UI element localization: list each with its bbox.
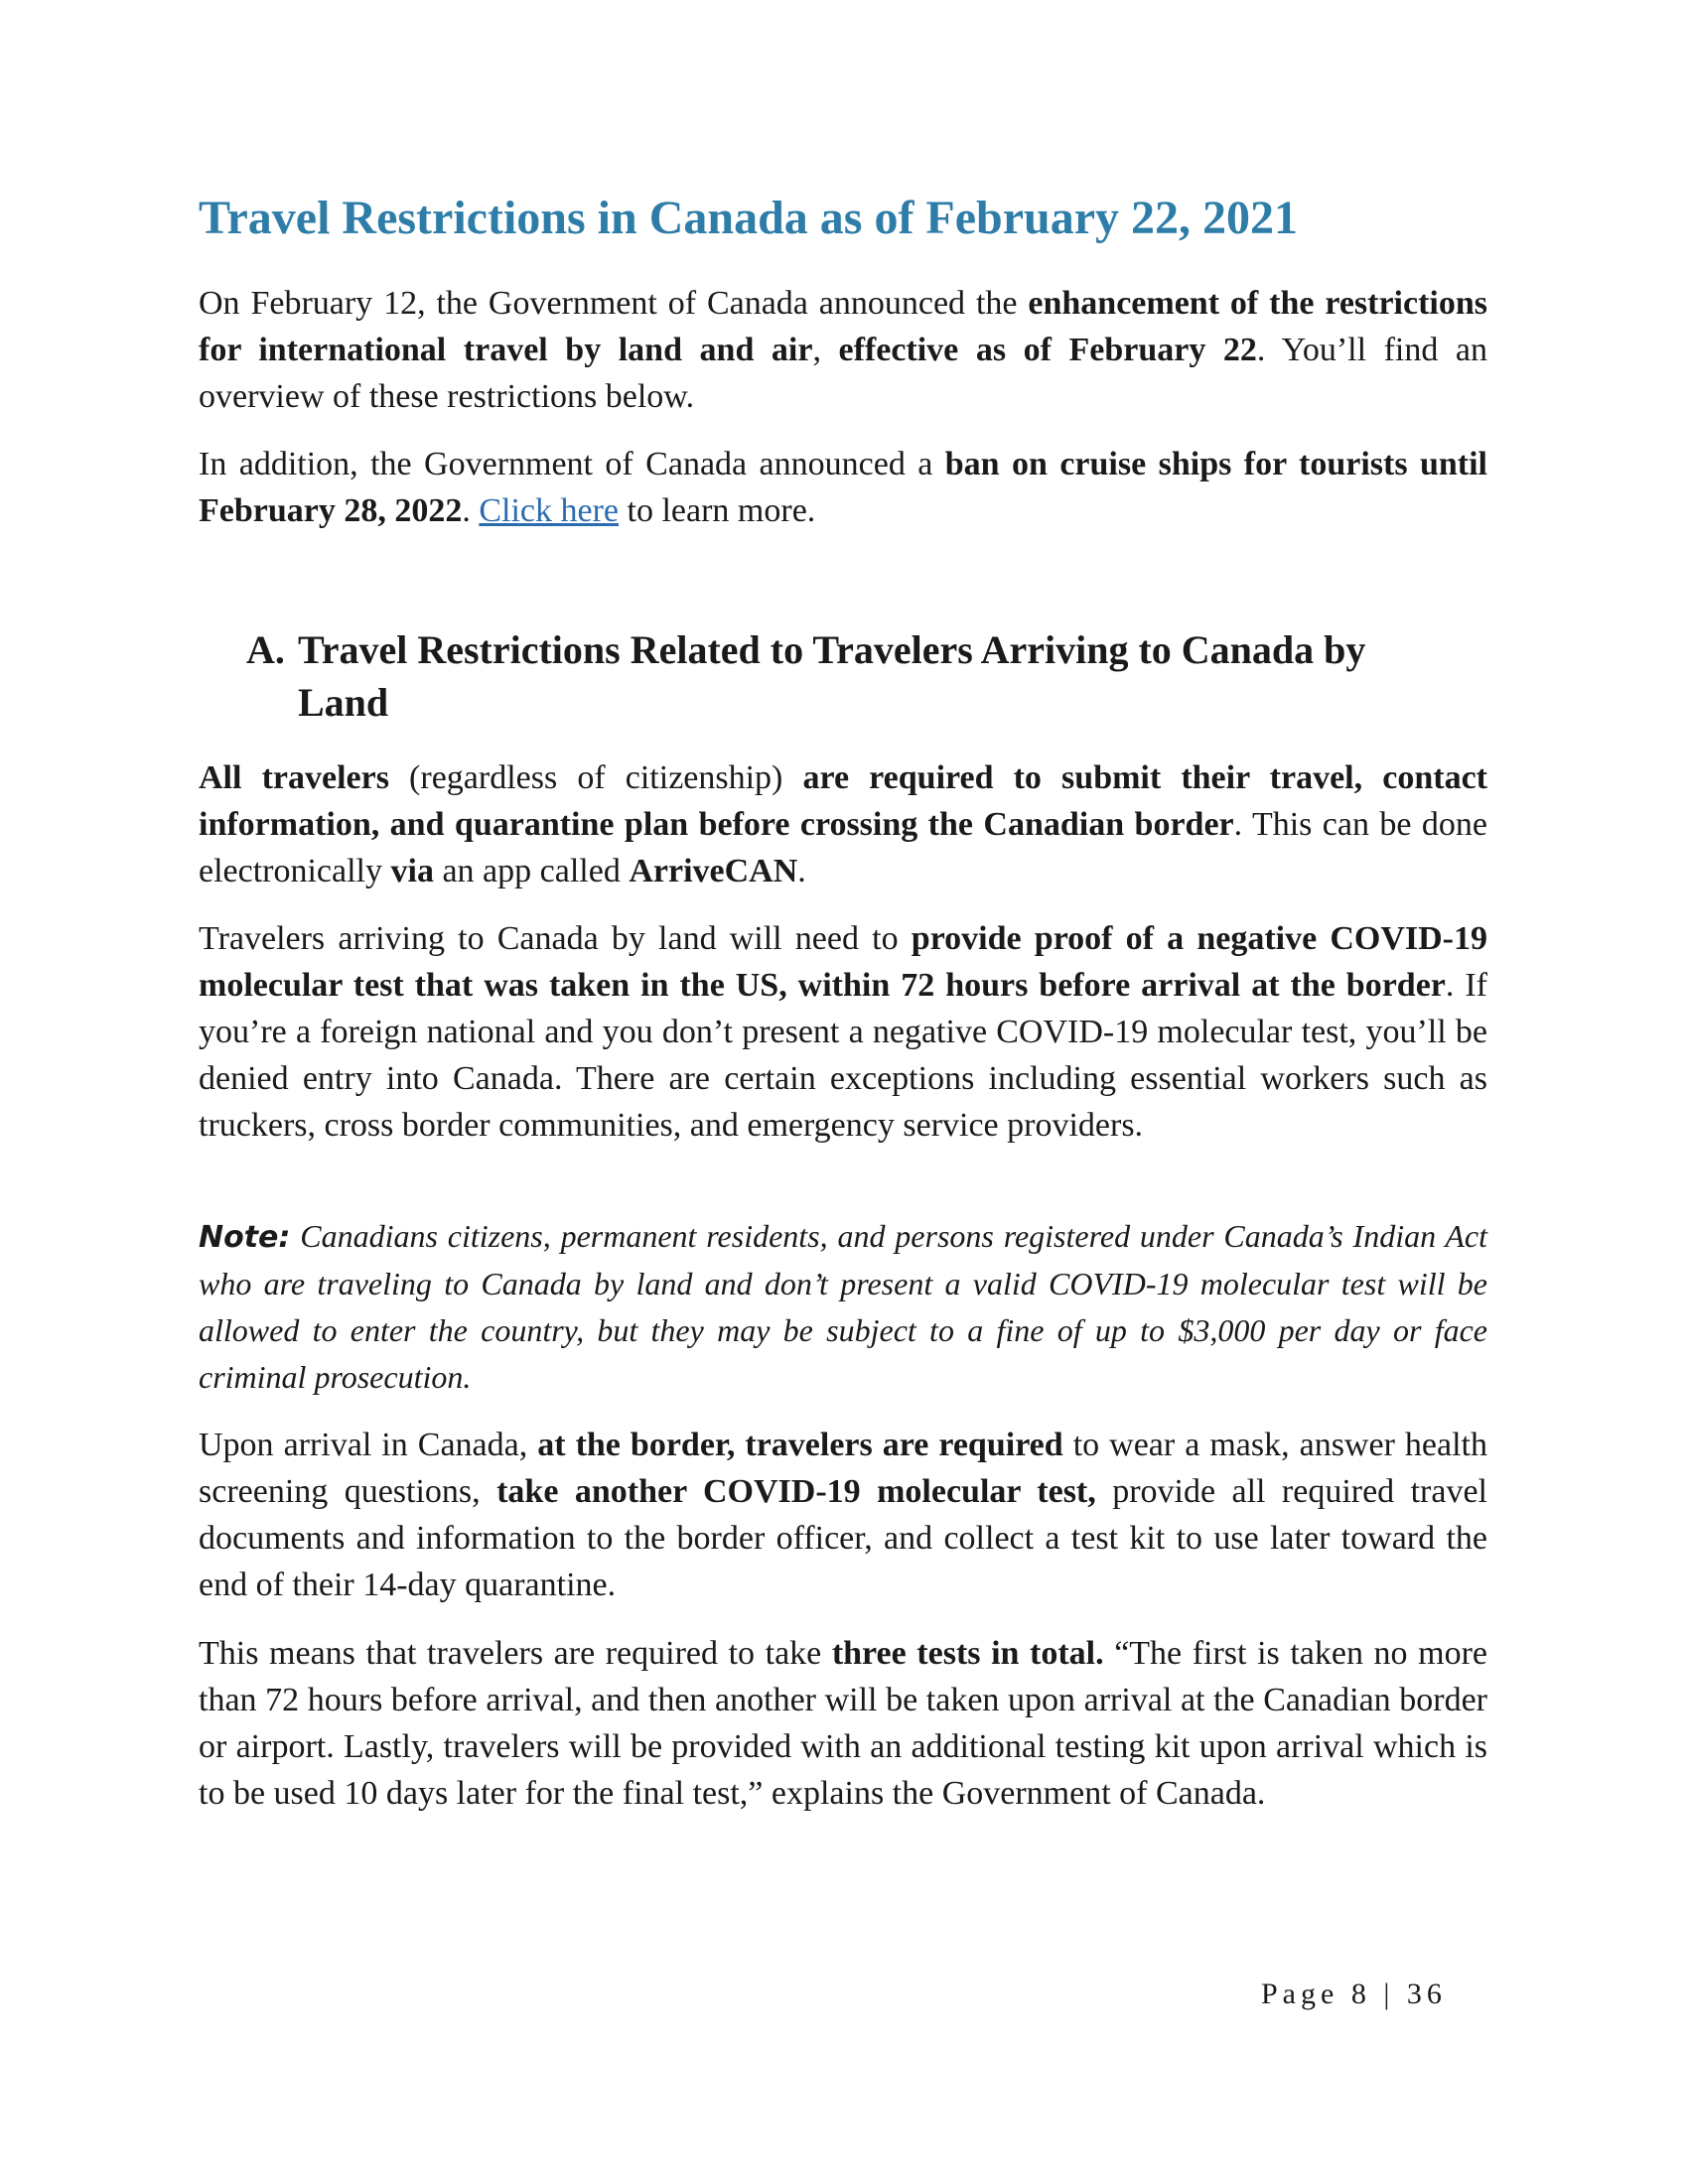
text-run: . This can be done electronically: [199, 806, 1487, 889]
text-run: On February 12, the Government of Canada announced the: [199, 285, 1029, 322]
text-run: to learn more.: [619, 492, 816, 529]
section-a-paragraph-2: [199, 915, 1487, 1149]
text-run-bold: ArriveCAN: [629, 853, 798, 889]
note-label: Note:: [199, 1220, 291, 1255]
click-here-link[interactable]: Click here: [479, 492, 620, 529]
section-a-paragraph-1: [199, 754, 1487, 894]
text-run-bold: provide proof of a negative COVID-19 molecular test that was taken in the US, within 72 hours before arrival at the border: [199, 920, 1488, 1004]
text-run: an app called: [433, 853, 630, 889]
section-a-paragraph-3: [199, 1422, 1487, 1608]
text-run-bold: are required to submit their travel, contact information, and quarantine plan before crossing the Canadian border: [199, 759, 1487, 843]
section-heading-line1: Travel Restrictions Related to Travelers Arriving to Canada by: [298, 627, 1366, 672]
text-run-bold: at the border, travelers are required: [537, 1427, 1063, 1463]
text-run: Travelers arriving to Canada by land will need to: [199, 920, 912, 957]
text-run: provide all required travel documents and information to the border officer, and collect a test kit to use later toward the end of their 14-day quarantine.: [199, 1473, 1488, 1603]
text-run-bold: effective as of February 22: [838, 332, 1257, 368]
section-heading-line2: Land: [298, 680, 389, 725]
text-run: This means that travelers are required to take: [199, 1635, 832, 1672]
text-run-bold: ban on cruise ships for tourists until February 28, 2022: [199, 446, 1488, 529]
text-run: (regardless of citizenship): [388, 759, 803, 796]
text-run-bold: take another COVID-19 molecular test,: [496, 1473, 1096, 1510]
section-a-heading: [246, 623, 1468, 729]
text-run: “The first is taken no more than 72 hours before arrival, and then another will be taken upon arrival at the Canadian border or airport. Lastly, travelers will be provided with an additional testing kit upon arrival which is to be used 10 days later for the final test,” explains the Government of Canada.: [199, 1635, 1487, 1812]
section-number: A.: [246, 627, 285, 672]
section-a-note: [199, 1213, 1487, 1401]
text-run: Upon arrival in Canada,: [199, 1427, 538, 1463]
text-run: to wear a mask, answer health screening questions,: [199, 1427, 1487, 1510]
text-run-bold: three tests in total.: [831, 1635, 1104, 1672]
text-run: In addition, the Government of Canada announced a: [199, 446, 945, 482]
note-text: Canadians citizens, permanent residents, and persons registered under Canada’s Indian Act who are traveling to Canada by land and don’t present a valid COVID-19 molecular test will be allowed to enter the country, but they may be subject to a fine of up to $3,000 per day or face criminal prosecution.: [199, 1218, 1487, 1395]
text-run: . You’ll find an overview of these restrictions below.: [199, 332, 1487, 415]
text-run: ,: [812, 332, 839, 368]
text-run: . If you’re a foreign national and you don’t present a negative COVID-19 molecular test, you’ll be denied entry into Canada. There are certain exceptions including essential workers such as truckers, cross border communities, and emergency service providers.: [199, 967, 1487, 1144]
intro-paragraph-2: [199, 441, 1487, 534]
intro-paragraph-1: [199, 280, 1487, 420]
text-run-bold: enhancement of the restrictions for international travel by land and air: [199, 285, 1487, 368]
page-number-footer: Page 8 | 36: [1261, 1978, 1447, 2010]
text-run: .: [797, 853, 806, 889]
text-run-bold: All travelers: [199, 759, 389, 796]
text-run-bold: via: [390, 853, 434, 889]
section-a-paragraph-4: [199, 1630, 1487, 1817]
text-run: .: [462, 492, 480, 529]
page-title: Travel Restrictions in Canada as of February 22, 2021: [199, 192, 1299, 244]
